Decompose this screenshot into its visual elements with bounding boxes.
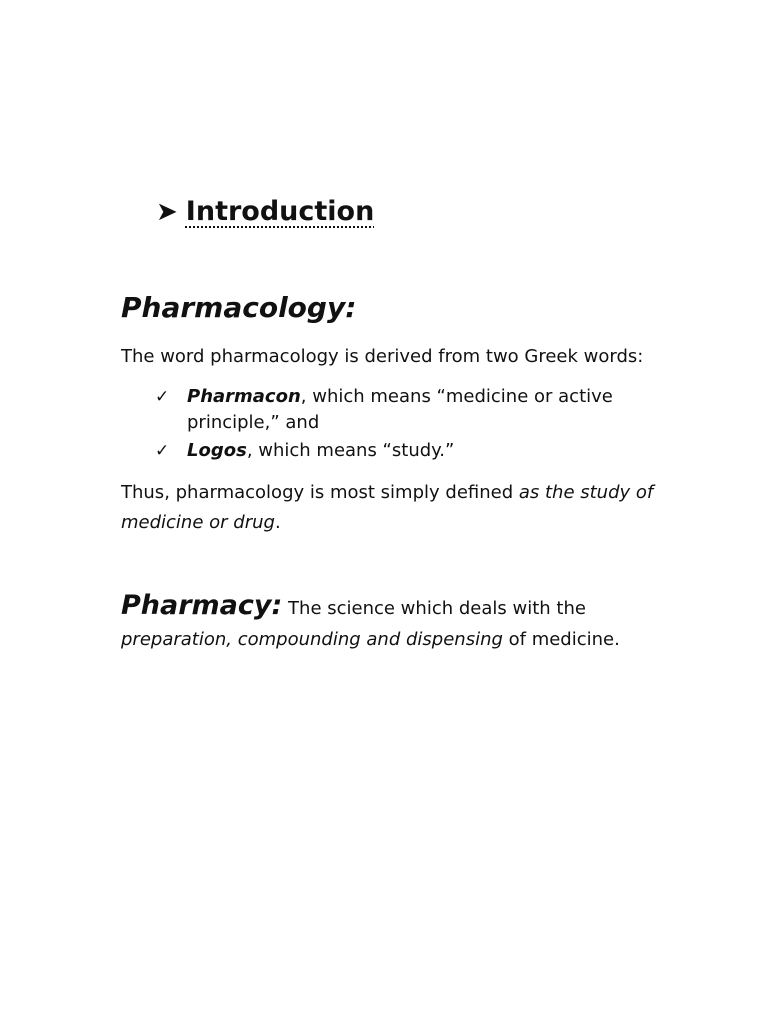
- pharmacology-intro: The word pharmacology is derived from two Greek words:: [121, 346, 644, 367]
- pharmacy-text-tail: of medicine.: [502, 629, 620, 650]
- term-logos-meaning: , which means “study.”: [246, 440, 455, 461]
- pharmacy-term: Pharmacy:: [121, 590, 283, 621]
- heading-text: Introduction: [185, 196, 375, 227]
- pharmacy-text-lead: The science which deals with the: [282, 598, 586, 619]
- list-item: [155, 438, 625, 464]
- pharmacology-title: Pharmacology:: [121, 291, 357, 324]
- pharmacy-definition: [121, 590, 681, 655]
- list-item: [155, 384, 625, 436]
- definition-italic: as the study of medicine or drug: [121, 482, 654, 533]
- checkmark-icon: ✓: [155, 387, 170, 407]
- greek-words-list: [155, 384, 625, 466]
- section-heading: [156, 196, 374, 227]
- definition-suffix: .: [274, 512, 281, 533]
- definition-prefix: Thus, pharmacology is most simply defined: [121, 482, 519, 503]
- term-logos: Logos: [187, 440, 247, 461]
- pharmacy-text-italic: preparation, compounding and dispensing: [121, 629, 503, 650]
- term-pharmacon-meaning: , which means “medicine or active principle,” and: [187, 386, 613, 433]
- term-pharmacon: Pharmacon: [187, 386, 301, 407]
- pharmacology-definition: [121, 478, 661, 538]
- arrow-bullet-icon: ➤: [156, 197, 178, 227]
- checkmark-icon: ✓: [155, 441, 170, 461]
